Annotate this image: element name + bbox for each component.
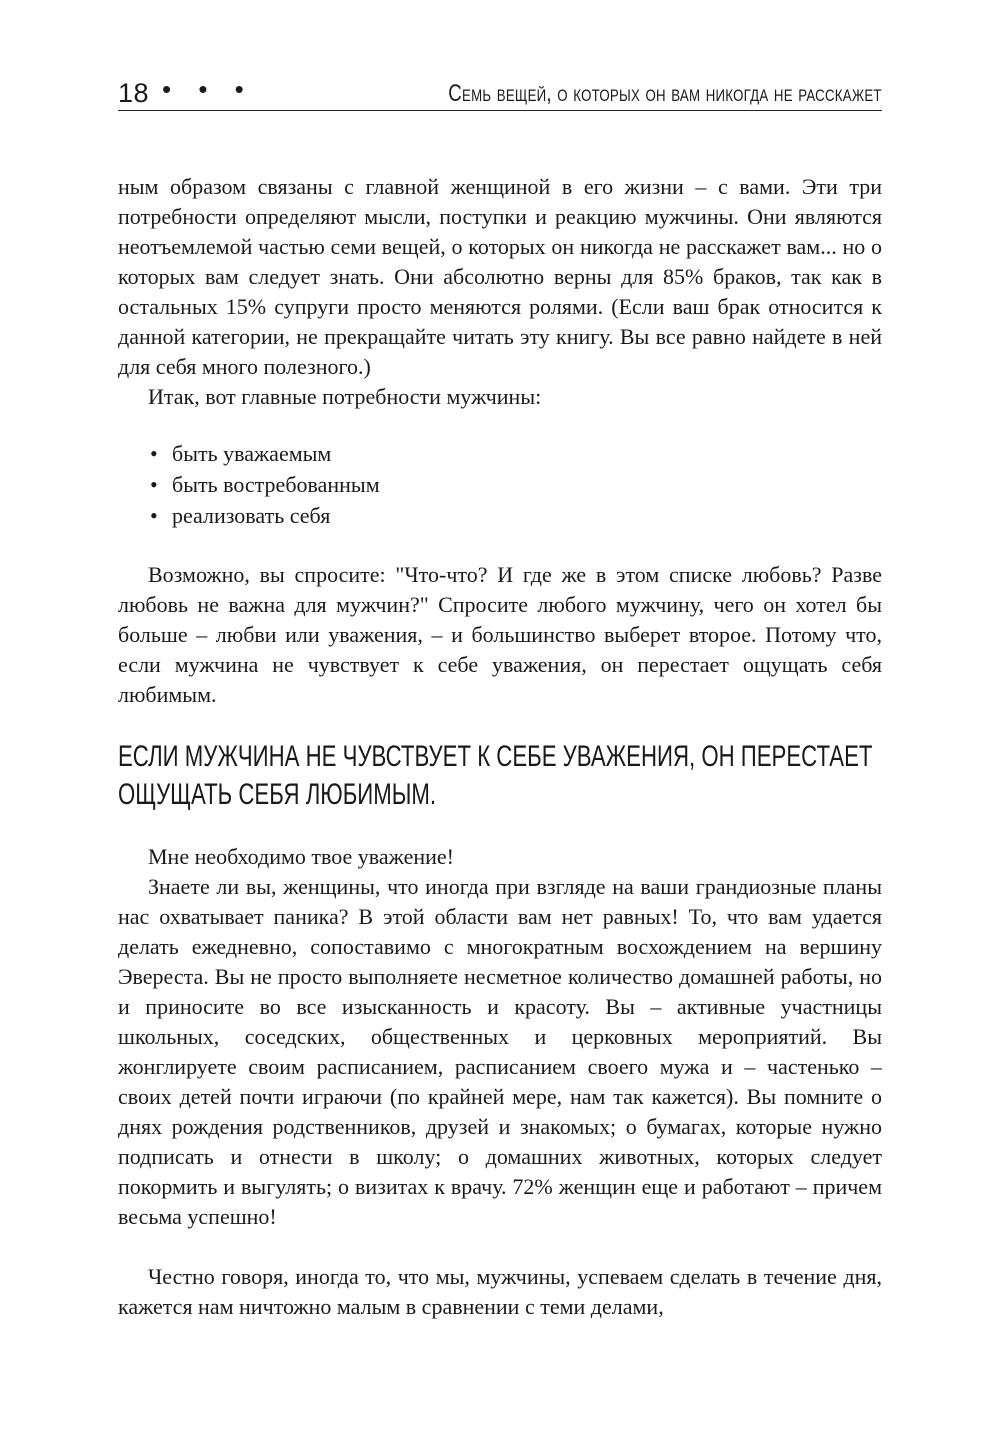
list-item: [150, 438, 750, 469]
paragraph-2-block: [118, 382, 882, 412]
paragraph-3-block: [118, 560, 882, 710]
paragraph-4: Мне необходимо твое уважение!: [148, 844, 454, 869]
paragraph-4-block: [118, 842, 882, 872]
list-item-text: реализовать себя: [172, 503, 331, 528]
header-dots: • • •: [162, 74, 254, 104]
pull-quote-text: ЕСЛИ МУЖЧИНА НЕ ЧУВСТВУЕТ К СЕБЕ УВАЖЕНИЯ, ОН ПЕРЕСТАЕТ ОЩУЩАТЬ СЕБЯ ЛЮБИМЫМ.: [118, 740, 873, 811]
list-item-text: быть востребованным: [172, 472, 380, 497]
list-item: [150, 469, 750, 500]
bullet-icon: •: [150, 503, 158, 528]
paragraph-3: Возможно, вы спросите: "Что-что? И где же в этом списке любовь? Разве любовь не важна для мужчин?" Спросите любого мужчину, чего он хотел бы больше – любви или уважения, – и большинство выберет второе. Потому что, если мужчина не чувствует к себе уважения, он перестает ощущать себя любимым.: [118, 562, 882, 707]
pull-quote: [118, 738, 882, 814]
list-item: [150, 500, 750, 531]
running-head-title: Семь вещей, о которых он вам никогда не расскажет: [448, 80, 882, 107]
running-head: [118, 72, 882, 111]
page-number: 18: [118, 78, 150, 108]
paragraph-6: Честно говоря, иногда то, что мы, мужчины, успеваем сделать в течение дня, кажется нам ничтожно малым в сравнении с теми делами,: [118, 1264, 882, 1319]
bullet-icon: •: [150, 472, 158, 497]
list-item-text: быть уважаемым: [172, 441, 332, 466]
paragraph-1: ным образом связаны с главной женщиной в его жизни – с вами. Эти три потребности определяют мысли, поступки и реакцию мужчины. Они являются неотъемлемой частью семи вещей, о которых он никогда не расскажет вам... но о которых вам следует знать. Они абсолютно верны для 85% браков, так как в остальных 15% супруги просто меняются ролями. (Если ваш брак относится к данной категории, не прекращайте читать эту книгу. Вы все равно найдете в ней для себя много полезного.): [118, 174, 882, 379]
paragraph-6-block: [118, 1262, 882, 1322]
paragraph-5-block: [118, 872, 882, 1232]
paragraph-5: Знаете ли вы, женщины, что иногда при взгляде на ваши грандиозные планы нас охватывает паника? В этой области вам нет равных! То, что вам удается делать ежедневно, сопоставимо с многократным восхождением на вершину Эвереста. Вы не просто выполняете несметное количество домашней работы, но и приносите во все изысканность и красоту. Вы – активные участницы школьных, соседских, общественных и церковных мероприятий. Вы жонглируете своим расписанием, расписанием своего мужа и – частенько – своих детей почти играючи (по крайней мере, нам так кажется). Вы помните о днях рождения родственников, друзей и знакомых; о бумагах, которые нужно подписать и отнести в школу; о домашних животных, которых следует покормить и выгулять; о визитах к врачу. 72% женщин еще и работают – причем весьма успешно!: [118, 874, 882, 1229]
paragraph-2: Итак, вот главные потребности мужчины:: [148, 384, 542, 409]
needs-list: [150, 438, 750, 531]
paragraph-1-block: [118, 172, 882, 382]
bullet-icon: •: [150, 441, 158, 466]
